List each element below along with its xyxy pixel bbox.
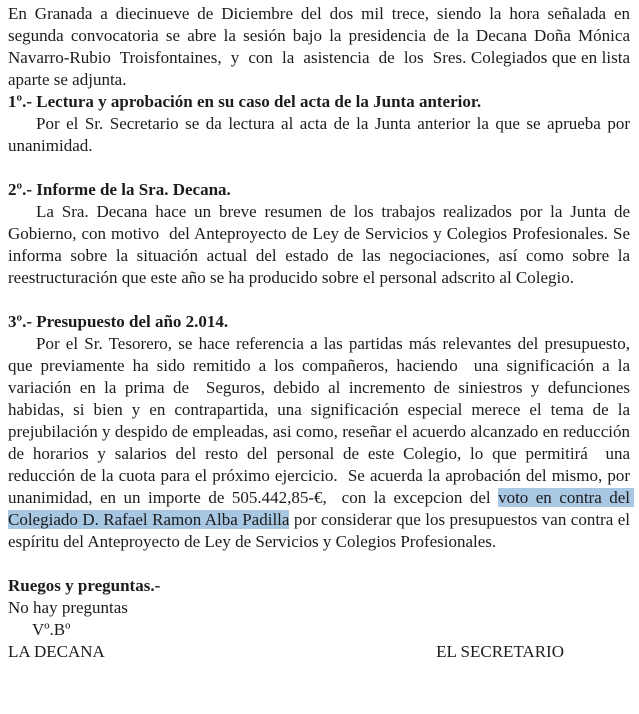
section-1-body: Por el Sr. Secretario se da lectura al acta de la Junta anterior la que se aprueba por unanimidad.: [8, 114, 635, 155]
section-2-heading: 2º.- Informe de la Sra. Decana.: [8, 180, 231, 199]
section-2-body: La Sra. Decana hace un breve resumen de los trabajos realizados por la Junta de Gobierno, con motivo del Anteproyecto de Ley de Servicios y Colegios Profesionales. Se informa sobre la situación actual del estado de las negociaciones, así como sobre la reestructuración que este año se ha producido sobre el personal adscrito al Colegio.: [8, 202, 635, 287]
signature-el-secretario: EL SECRETARIO: [436, 642, 564, 661]
signature-la-decana: LA DECANA: [8, 642, 105, 661]
signature-row: [8, 641, 630, 663]
ruegos-heading: Ruegos y preguntas.-: [8, 576, 161, 595]
no-questions-line: No hay preguntas: [8, 598, 128, 617]
section-3-body: [8, 333, 635, 553]
highlighted-text: voto en contra del Colegiado D. Rafael Ramon Alba Padilla: [8, 488, 635, 529]
section-3-heading: 3º.- Presupuesto del año 2.014.: [8, 312, 229, 331]
section-3-body-before-highlight: Por el Sr. Tesorero, se hace referencia a las partidas más relevantes del presupuesto, que previamente ha sido remitido a los compañeros, haciendo una significación a la variación en la prima de Seguros, debido al incremento de siniestros y defunciones habidas, si bien y en contrapartida, una significación especial merece el tema de la prejubilación y despido de empleadas, asi como, reseñar el acuerdo alcanzado en reducción de horarios y salarios del resto del personal de este Colegio, lo que permitirá una reducción de la cuota para el próximo ejercicio. Se acuerda la aprobación del mismo, por unanimidad, en un importe de 505.442,85-€, con la excepcion del: [8, 334, 635, 507]
section-1-heading: 1º.- Lectura y aprobación en su caso del acta de la Junta anterior.: [8, 92, 482, 111]
intro-paragraph: En Granada a diecinueve de Diciembre del dos mil trece, siendo la hora señalada en segunda convocatoria se abre la sesión bajo la presidencia de la Decana Doña Mónica Navarro-Rubio Troisfontaines, y con la asistencia de los Sres. Colegiados que en lista aparte se adjunta.: [8, 4, 639, 89]
section-3-body-after-highlight: por considerar que los presupuestos van contra el espíritu del Anteproyecto de Ley de Servicios y Colegios Profesionales.: [8, 510, 635, 551]
vb-line: Vº.Bº: [32, 620, 71, 639]
